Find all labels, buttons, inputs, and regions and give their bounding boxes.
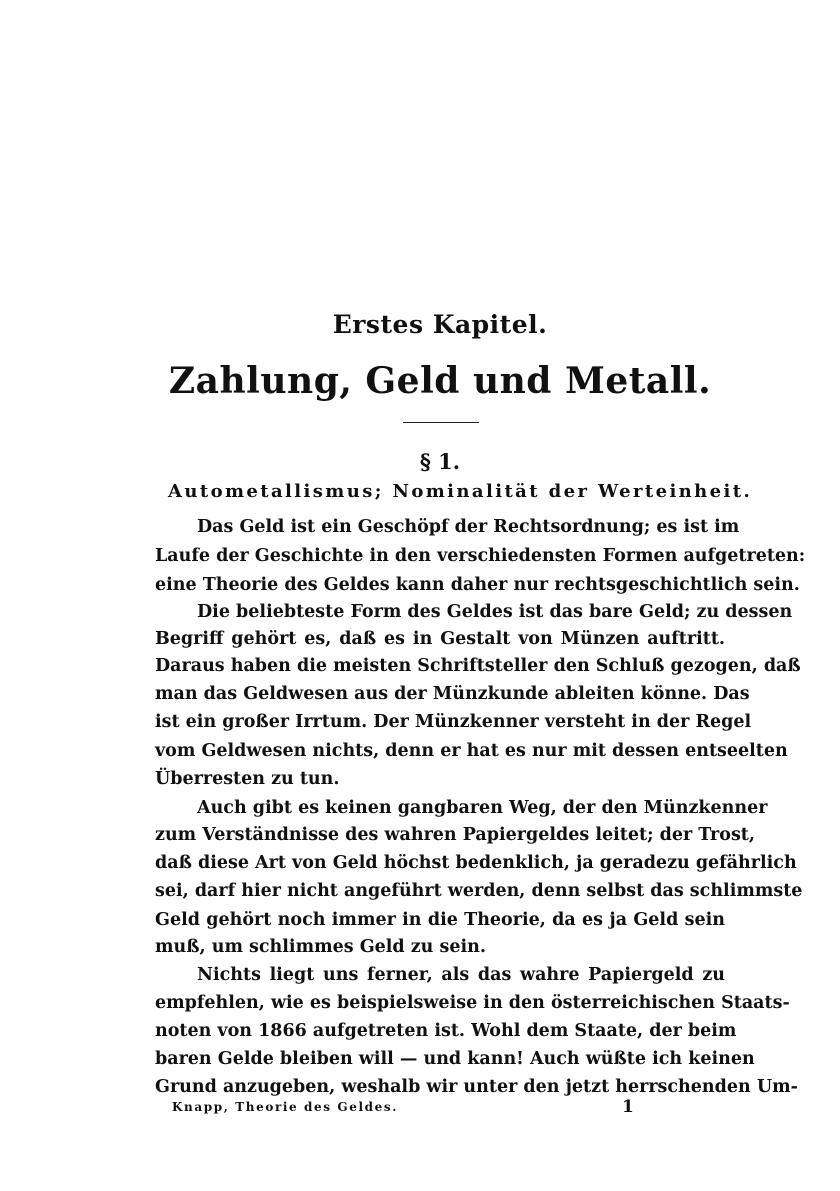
body-line: man das Geldwesen aus der Münzkunde ableiten könne. Das [155, 684, 750, 704]
body-line: muß, um schlimmes Geld zu sein. [155, 937, 486, 957]
body-line: Laufe der Geschichte in den verschiedensten Formen aufgetreten: [155, 546, 806, 566]
body-line: zum Verständnisse des wahren Papiergeldes leitet; der Trost, [155, 825, 755, 845]
footer-signature: Knapp, Theorie des Geldes. [172, 1100, 399, 1114]
body-line: eine Theorie des Geldes kann daher nur rechtsgeschichtlich sein. [155, 575, 800, 595]
body-line: Auch gibt es keinen gangbaren Weg, der den Münzkenner [197, 798, 768, 818]
body-line: Das Geld ist ein Geschöpf der Rechtsordnung; es ist im [197, 517, 740, 537]
chapter-title: Zahlung, Geld und Metall. [168, 360, 712, 402]
body-line: empfehlen, wie es beispielsweise in den österreichischen Staats- [155, 993, 790, 1013]
body-line: Nichts liegt uns ferner, als das wahre Papiergeld zu [197, 965, 725, 985]
body-line: noten von 1866 aufgetreten ist. Wohl dem Staate, der beim [155, 1021, 737, 1041]
body-line: Daraus haben die meisten Schriftsteller den Schluß gezogen, daß [155, 656, 801, 676]
chapter-label: Erstes Kapitel. [332, 310, 548, 339]
section-heading: Autometallismus; Nominalität der Werteinheit. [168, 481, 753, 502]
body-line: Begriff gehört es, daß es in Gestalt von Münzen auftritt. [155, 629, 725, 649]
body-line: Die beliebteste Form des Geldes ist das bare Geld; zu dessen [197, 602, 793, 622]
body-line: ist ein großer Irrtum. Der Münzkenner versteht in der Regel [155, 712, 752, 732]
body-line: baren Gelde bleiben will — und kann! Auch wüßte ich keinen [155, 1049, 755, 1069]
body-line: sei, darf hier nicht angeführt werden, denn selbst das schlimmste [155, 881, 803, 901]
body-line: Überresten zu tun. [155, 769, 340, 789]
body-line: daß diese Art von Geld höchst bedenklich, ja geradezu gefährlich [155, 853, 797, 873]
body-line: vom Geldwesen nichts, denn er hat es nur mit dessen entseelten [155, 741, 788, 761]
page-number: 1 [622, 1097, 634, 1117]
divider-rule [403, 422, 479, 423]
section-number: § 1. [419, 449, 461, 474]
body-line: Geld gehört noch immer in die Theorie, da es ja Geld sein [155, 910, 725, 930]
body-line: Grund anzugeben, weshalb wir unter den jetzt herrschenden Um- [155, 1077, 798, 1097]
